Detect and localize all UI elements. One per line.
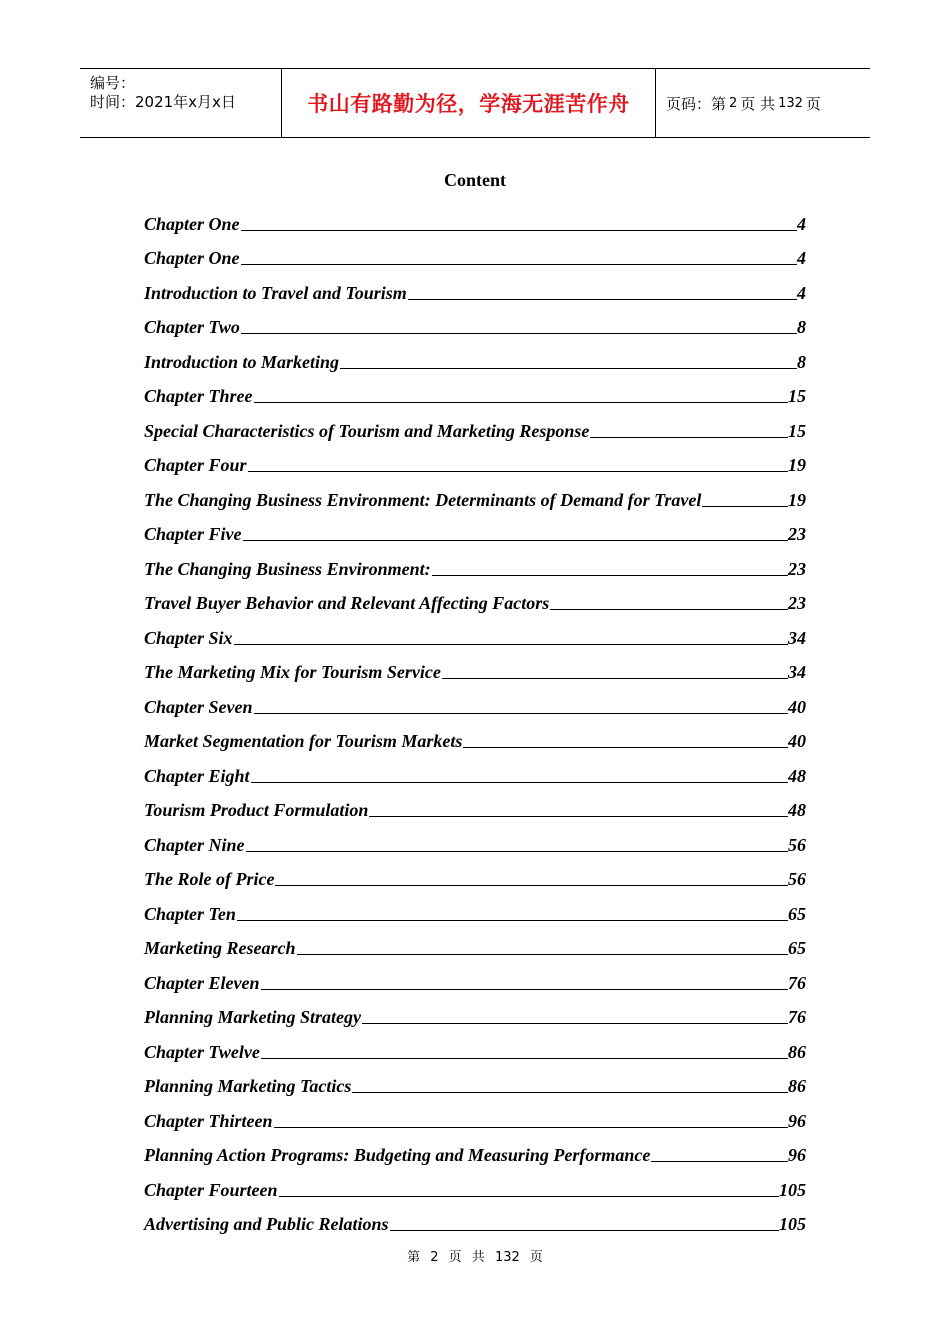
toc-leader-line (408, 298, 797, 300)
header-page-number: 2 (729, 95, 738, 111)
toc-entry[interactable] (144, 511, 806, 546)
toc-entry-page: 4 (797, 248, 806, 268)
toc-leader-line (241, 332, 797, 334)
toc-leader-line (274, 1126, 788, 1128)
toc-entry-title: The Changing Business Environment: (144, 558, 431, 579)
toc-entry-page: 15 (788, 420, 806, 441)
header-page-prefix: 页码：第 (666, 94, 727, 113)
header-info-cell (80, 69, 282, 137)
toc-entry-title: The Role of Price (144, 869, 275, 889)
toc-leader-line (237, 919, 788, 921)
toc-entry[interactable] (144, 269, 806, 304)
toc-entry-title: Chapter Fourteen (144, 1179, 278, 1200)
toc-entry-title: Chapter One (144, 248, 240, 268)
toc-leader-line (390, 1229, 779, 1231)
toc-entry-page: 23 (788, 593, 806, 613)
toc-entry-page: 34 (788, 662, 806, 682)
toc-leader-line (254, 401, 788, 403)
toc-entry-title: Travel Buyer Behavior and Relevant Affecting Factors (144, 593, 550, 613)
toc-entry[interactable] (144, 373, 806, 408)
toc-leader-line (241, 263, 797, 265)
header-page-mid: 页 共 (740, 94, 776, 113)
toc-entry[interactable] (144, 1063, 806, 1098)
toc-entry[interactable] (144, 1028, 806, 1063)
toc-entry[interactable] (144, 1166, 806, 1201)
toc-leader-line (550, 608, 788, 610)
toc-leader-line (651, 1160, 788, 1162)
header-page-total: 132 (778, 95, 803, 111)
toc-entry[interactable] (144, 1097, 806, 1132)
toc-leader-line (248, 470, 788, 472)
toc-entry-page: 96 (788, 1110, 806, 1131)
footer-prefix: 第 (407, 1250, 421, 1265)
toc-leader-line (297, 953, 788, 955)
toc-entry-page: 96 (788, 1145, 806, 1165)
footer-total: 132 (494, 1250, 520, 1265)
toc-entry-title: Chapter Four (144, 455, 247, 475)
toc-entry[interactable] (144, 614, 806, 649)
toc-leader-line (234, 643, 788, 645)
toc-leader-line (463, 746, 788, 748)
toc-entry-title: Planning Action Programs: Budgeting and Measuring Performance (144, 1145, 651, 1165)
toc-entry-title: The Changing Business Environment: Determinants of Demand for Travel (144, 489, 702, 510)
toc-entry[interactable] (144, 1132, 806, 1167)
toc-entry[interactable] (144, 338, 806, 373)
header-page-cell (656, 69, 870, 137)
toc-entry-title: Special Characteristics of Tourism and Marketing Response (144, 420, 590, 441)
toc-entry-page: 56 (788, 834, 806, 855)
toc-leader-line (590, 436, 788, 438)
toc-entry-title: Chapter Ten (144, 903, 236, 924)
toc-leader-line (432, 574, 788, 576)
toc-entry-page: 34 (788, 627, 806, 648)
toc-entry-page: 4 (797, 213, 806, 234)
toc-entry-title: Advertising and Public Relations (144, 1214, 389, 1234)
toc-entry-title: Chapter Eleven (144, 972, 260, 993)
toc-entry[interactable] (144, 718, 806, 753)
toc-entry-title: Introduction to Travel and Tourism (144, 282, 407, 303)
toc-entry[interactable] (144, 200, 806, 235)
toc-entry-title: Chapter Three (144, 386, 253, 406)
toc-entry-page: 19 (788, 489, 806, 510)
toc-entry-page: 8 (797, 351, 806, 372)
toc-entry[interactable] (144, 787, 806, 822)
toc-leader-line (352, 1091, 788, 1093)
toc-entry-page: 86 (788, 1041, 806, 1062)
toc-entry[interactable] (144, 407, 806, 442)
toc-entry-title: Chapter One (144, 213, 240, 234)
page-title: Content (444, 170, 506, 190)
toc-entry-title: Chapter Five (144, 524, 242, 544)
toc-entry-page: 105 (779, 1179, 806, 1200)
header-motto-cell (282, 69, 656, 137)
page-footer (0, 1246, 950, 1265)
toc-leader-line (241, 229, 797, 231)
toc-entry-page: 15 (788, 386, 806, 406)
toc-entry-page: 76 (788, 1007, 806, 1027)
toc-leader-line (254, 712, 788, 714)
toc-entry-page: 65 (788, 903, 806, 924)
toc-entry-title: Chapter Thirteen (144, 1110, 273, 1131)
toc-leader-line (279, 1195, 779, 1197)
toc-entry-page: 23 (788, 558, 806, 579)
header-page-suffix: 页 (805, 94, 821, 113)
toc-entry-page: 86 (788, 1076, 806, 1096)
toc-entry-title: Chapter Two (144, 317, 240, 337)
number-label: 编号： (90, 74, 136, 92)
toc-entry-title: Chapter Twelve (144, 1041, 260, 1062)
toc-entry-title: Chapter Eight (144, 765, 250, 786)
toc-entry-page: 48 (788, 800, 806, 820)
toc-leader-line (702, 505, 788, 507)
toc-entry-page: 40 (788, 696, 806, 717)
toc-entry-title: Introduction to Marketing (144, 351, 340, 372)
page-header (80, 68, 870, 138)
toc-entry-page: 19 (788, 455, 806, 475)
toc-entry-title: Chapter Six (144, 627, 233, 648)
footer-mid2: 共 (471, 1250, 485, 1265)
toc-entry-page: 8 (797, 317, 806, 337)
toc-entry[interactable] (144, 545, 806, 580)
toc-leader-line (251, 781, 788, 783)
toc-leader-line (442, 677, 788, 679)
toc-entry[interactable] (144, 442, 806, 477)
time-label: 时间：2021年x月x日 (90, 93, 236, 111)
toc-entry-title: Planning Marketing Strategy (144, 1007, 362, 1027)
toc-entry[interactable] (144, 752, 806, 787)
toc-entry-page: 56 (788, 869, 806, 889)
toc-entry-title: The Marketing Mix for Tourism Service (144, 662, 441, 682)
toc-entry-page: 40 (788, 731, 806, 751)
toc-entry[interactable] (144, 476, 806, 511)
toc-entry[interactable] (144, 821, 806, 856)
toc-entry[interactable] (144, 959, 806, 994)
toc-entry-page: 105 (779, 1214, 806, 1234)
toc-leader-line (243, 539, 789, 541)
toc-entry-title: Chapter Seven (144, 696, 253, 717)
toc-leader-line (261, 1057, 788, 1059)
table-of-contents (144, 200, 806, 1235)
toc-entry[interactable] (144, 1201, 806, 1236)
toc-entry[interactable] (144, 649, 806, 684)
toc-leader-line (246, 850, 788, 852)
toc-leader-line (369, 815, 788, 817)
footer-mid1: 页 (448, 1250, 462, 1265)
toc-entry-title: Market Segmentation for Tourism Markets (144, 731, 463, 751)
toc-entry[interactable] (144, 580, 806, 615)
toc-leader-line (362, 1022, 788, 1024)
toc-leader-line (275, 884, 788, 886)
toc-entry-page: 65 (788, 938, 806, 958)
toc-entry-title: Tourism Product Formulation (144, 800, 369, 820)
toc-entry-page: 4 (797, 282, 806, 303)
toc-entry[interactable] (144, 925, 806, 960)
toc-leader-line (340, 367, 797, 369)
header-motto: 书山有路勤为径，学海无涯苦作舟 (307, 92, 630, 116)
toc-entry-title: Chapter Nine (144, 834, 245, 855)
toc-entry-page: 23 (788, 524, 806, 544)
footer-page-number: 2 (430, 1250, 439, 1265)
footer-suffix: 页 (529, 1250, 543, 1265)
toc-entry-page: 48 (788, 765, 806, 786)
toc-entry-title: Planning Marketing Tactics (144, 1076, 352, 1096)
toc-entry[interactable] (144, 235, 806, 270)
toc-leader-line (261, 988, 789, 990)
toc-entry[interactable] (144, 856, 806, 891)
toc-entry[interactable] (144, 683, 806, 718)
toc-entry-title: Marketing Research (144, 938, 296, 958)
toc-entry[interactable] (144, 890, 806, 925)
toc-entry[interactable] (144, 304, 806, 339)
toc-entry-page: 76 (788, 972, 806, 993)
toc-entry[interactable] (144, 994, 806, 1029)
